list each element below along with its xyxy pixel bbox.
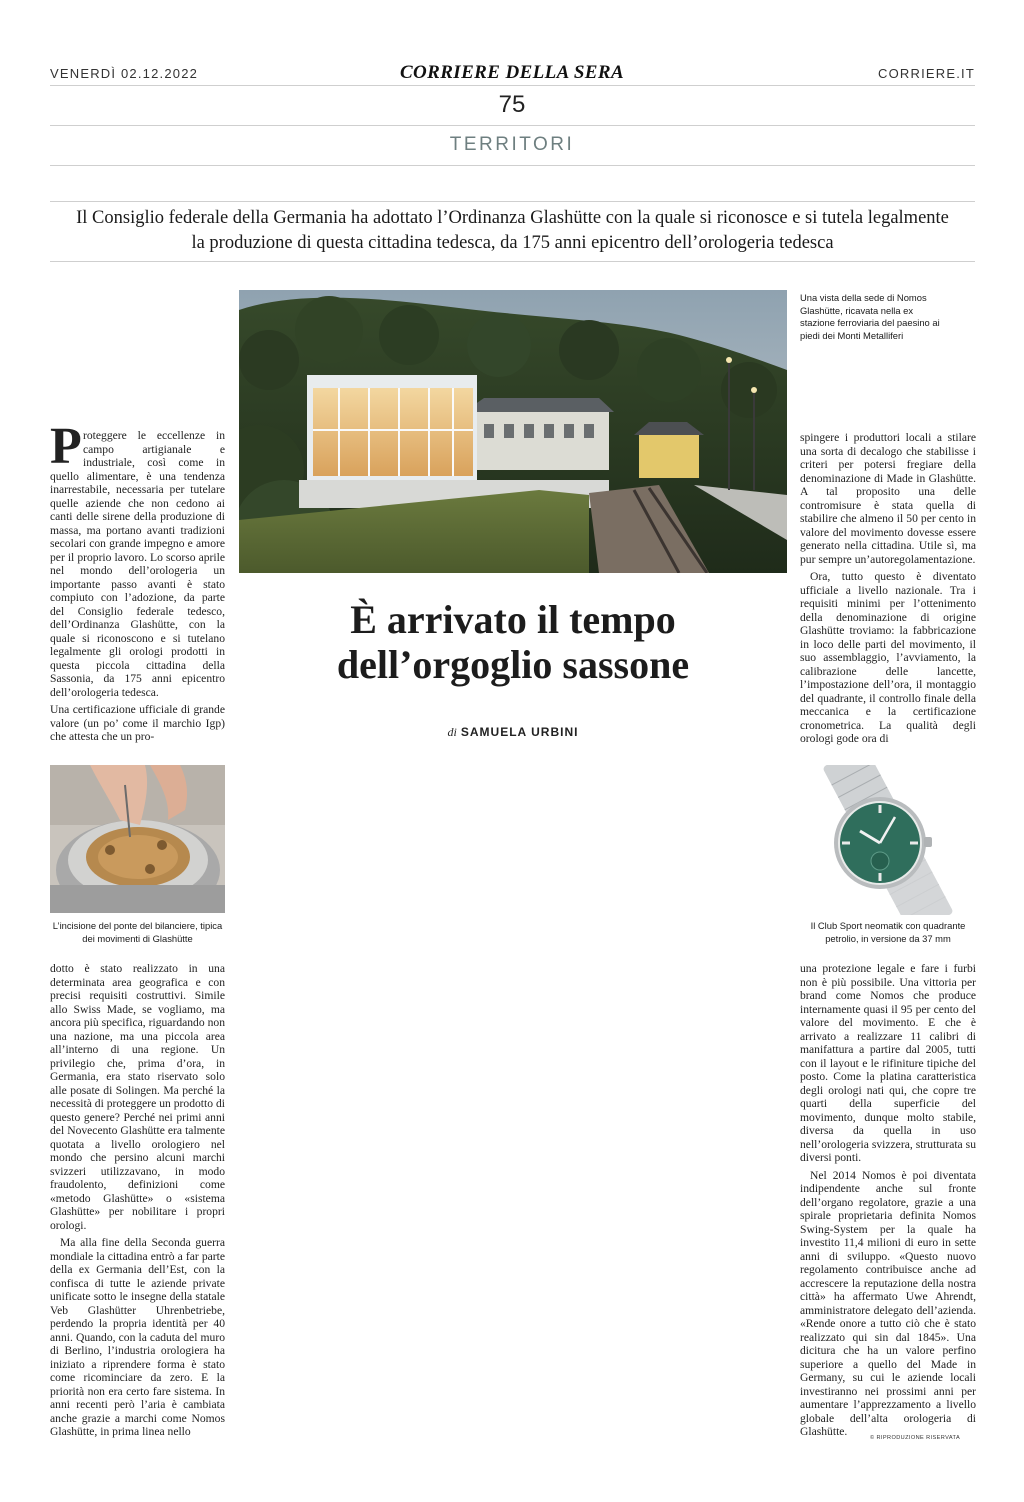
left-column-bottom [50,962,225,1439]
paragraph: Ma alla fine della Seconda guerra mondiale la cittadina entrò a far parte della ex Germania dell’Est, con la confisca di tutte le aziende private unificate sotto le insegne della statale Veb Glashütter Uhrenbetriebe, perdendo la propria identità per 40 anni. Quando, con la caduta del muro di Berlino, l’industria orologiera ha iniziato a riprendere forma è stato come ricominciare da zero. E la priorità non era certo fare sistema. In anni recenti però l’aria è cambiata anche grazie a marchi come Nomos Glashütte, in prima linea nello [50,1236,225,1438]
paragraph: Ora, tutto questo è diventato ufficiale a livello nazionale. Tra i requisiti minimi per l’ottenimento della denominazione di origine Glashütte troviamo: la fabbricazione in loco delle parti del movimento, il suo assemblaggio, l’avviamento, la calibrazione delle lancette, l’impostazione dell’ora, il montaggio del quadrante, il controllo finale della meccanica e la certificazione cronometrica. La qualità degli orologi gode ora di [800,570,976,745]
main-photo-caption: Una vista della sede di Nomos Glashütte, ricavata nella ex stazione ferroviaria del paesino ai piedi dei Monti Metalliferi [800,292,940,341]
byline-prefix: di [447,725,457,739]
headline-line-1: È arrivato il tempo [350,597,676,642]
deck-bottom-rule [50,261,975,262]
paragraph: Nel 2014 Nomos è poi diventata indipendente anche sul fronte dell’organo regolatore, grazie a una spirale proprietaria definita Nomos Swing-System per la quale ha investito 11,4 milioni di euro in sette anni di sviluppo. «Questo nuovo regolamento contribuisce anche ad accrescere la reputazione della nostra città» ha affermato Uwe Ahrendt, amministratore delegato dell’azienda. «Rende onore a tutto ciò che è stato realizzato qui sin dal 1845». Una dicitura che ha un valore perfino superiore a quello del Made in Germany, su cui le aziende locali investiranno nei prossimi anni per aumentare l’apprezzamento a livello globale dell’alta orologeria di Glashütte. [800,1168,976,1438]
header-rule [50,85,975,86]
section-title: TERRITORI [449,134,575,155]
paragraph: spingere i produttori locali a stilare una sorta di decalogo che stabilisse i criteri per potersi fregiare della denominazione di Made in Glashütte. A tal proposito una delle contromisure è stata quella di stabilire che almeno il 50 per cento in valore del movimento dovesse essere generato nella cittadina. Utile sì, ma pur sempre un’autoregolamentazione. [800,431,976,566]
paragraph: roteggere le eccellenze in campo artigianale e industriale, così come in quello alimentare, è una tendenza inarrestabile, necessaria per tutelare quelle aziende che non cedono ai canti delle sirene della produzione di massa, ma portano avanti tradizioni secolari con grande impegno e amore per il proprio lavoro. Lo scorso aprile nel mondo dell’orologeria un importante passo avanti è stato compiuto con l’adozione, da parte del Consiglio federale tedesco, dell’Ordinanza Glashütte, con la quale si riconoscono e si tutelano legalmente gli orologi prodotti in questa piccola cittadina della Sassonia, da 175 anni epicentro dell’orologeria tedesca. [50,429,225,699]
paragraph: dotto è stato realizzato in una determinata area geografica e con precisi requisiti costruttivi. Simile allo Swiss Made, se vogliamo, ma ancora più specifica, riguardando non una nazione, ma una piccola area all’interno di una regione. Un privilegio che, prima d’ora, in Germania, era stato riservato solo alle posate di Solingen. Ma perché la necessità di proteggere un prodotto di questo genere? Perché nei primi anni del Novecento Glashütte era talmente quotata a livello orologiero nel mondo che persino alcuni marchi svizzeri utilizzavano, in modo fraudolento, definizioni come «metodo Glashütte» o «sistema Glashütte» per nobilitare i propri orologi. [50,962,225,1232]
section-rule [50,165,975,166]
author-name: SAMUELA URBINI [460,725,579,739]
deck-top-rule [50,201,975,202]
paragraph: Una certificazione ufficiale di grande valore (un po’ come il marchio Igp) che attesta che un pro- [50,703,225,743]
nomos-building-photo [239,290,787,573]
copyright-notice: © RIPRODUZIONE RISERVATA [870,1435,961,1441]
right-column-top [800,431,976,746]
issue-date: VENERDÌ 02.12.2022 [50,66,199,81]
drop-cap-spacer [50,429,83,469]
movement-photo-caption: L’incisione del ponte del bilanciere, tipica dei movimenti di Glashütte [52,920,223,944]
right-column-bottom [800,962,976,1439]
headline-line-2: dell’orgoglio sassone [336,642,690,687]
page-number-rule [50,125,975,126]
drop-cap: P [50,418,82,475]
movement-engraving-photo [50,765,225,913]
deck-line-2: la produzione di questa cittadina tedesca, da 175 anni epicentro dell’orologeria tedesca [191,233,834,253]
left-column-top [50,429,225,744]
watch-photo-caption: Il Club Sport neomatik con quadrante petrolio, in versione da 37 mm [810,920,966,944]
byline [239,725,787,740]
club-sport-watch-photo [800,765,976,915]
website-label: CORRIERE.IT [878,66,975,81]
article-headline [239,597,787,687]
newspaper-masthead: CORRIERE DELLA SERA [399,62,625,83]
article-deck [50,206,975,256]
page-number: 75 [498,91,526,118]
deck-line-1: Il Consiglio federale della Germania ha adottato l’Ordinanza Glashütte con la quale si riconosce e si tutela legalmente [76,208,949,228]
paragraph: una protezione legale e fare i furbi non è più possibile. Una vittoria per brand come Nomos che produce internamente quasi il 95 per cento del valore del movimento. E che è arrivato a realizzare 11 calibri di manifattura a partire dal 2005, tutti con il layout e le rifiniture tipiche del posto. Come la platina caratteristica degli orologi nati qui, che copre tre quarti della superficie del movimento, dunque molto stabile, diversa da quella in uso nell’orologeria svizzera, strutturata su diversi ponti. [800,962,976,1164]
